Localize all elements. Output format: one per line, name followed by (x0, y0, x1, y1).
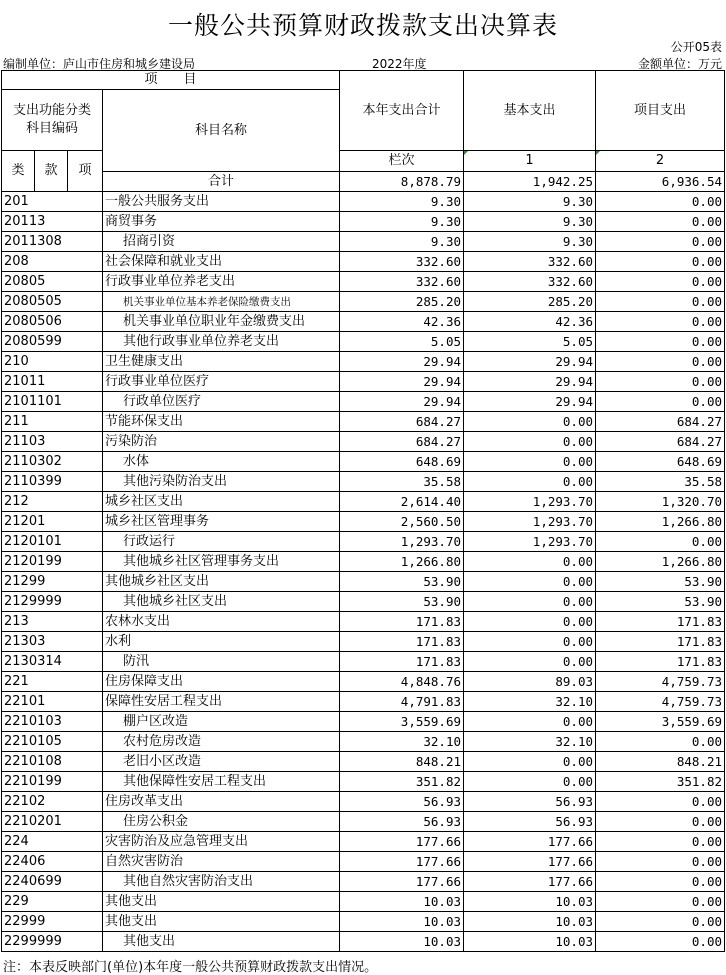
row-name: 灾害防治及应急管理支出 (103, 832, 340, 852)
row-code: 201 (2, 192, 103, 212)
fiscal-year: 2022年度 (372, 57, 427, 71)
row-code: 213 (2, 612, 103, 632)
row-basic: 9.30 (464, 192, 596, 212)
row-name: 农林水支出 (103, 612, 340, 632)
row-project: 1,266.80 (596, 552, 725, 572)
row-name: 其他城乡社区支出 (103, 592, 340, 612)
page-title: 一般公共预算财政拨款支出决算表 (167, 11, 558, 40)
table-row (2, 632, 725, 652)
row-project: 684.27 (596, 432, 725, 452)
row-code: 221 (2, 672, 103, 692)
row-code: 210 (2, 352, 103, 372)
row-total: 29.94 (340, 392, 464, 412)
row-name: 住房改革支出 (103, 792, 340, 812)
table-row (2, 252, 725, 272)
row-basic: 29.94 (464, 392, 596, 412)
row-total: 9.30 (340, 232, 464, 252)
row-code: 2299999 (2, 932, 103, 952)
row-basic: 0.00 (464, 712, 596, 732)
table-row (2, 192, 725, 212)
row-name: 节能环保支出 (103, 412, 340, 432)
row-code: 229 (2, 892, 103, 912)
row-project: 0.00 (596, 892, 725, 912)
row-code: 22406 (2, 852, 103, 872)
table-row (2, 572, 725, 592)
row-basic: 10.03 (464, 912, 596, 932)
row-project: 0.00 (596, 392, 725, 412)
row-code: 2110302 (2, 452, 103, 472)
row-basic: 42.36 (464, 312, 596, 332)
row-project: 0.00 (596, 232, 725, 252)
row-name: 社会保障和就业支出 (103, 252, 340, 272)
row-name: 水体 (103, 452, 340, 472)
row-name: 机关事业单位职业年金缴费支出 (103, 312, 340, 332)
row-total: 848.21 (340, 752, 464, 772)
row-basic: 5.05 (464, 332, 596, 352)
row-name: 其他支出 (103, 892, 340, 912)
row-code: 20805 (2, 272, 103, 292)
row-code: 2210201 (2, 812, 103, 832)
row-basic: 0.00 (464, 632, 596, 652)
row-basic: 1,293.70 (464, 532, 596, 552)
row-total: 10.03 (340, 892, 464, 912)
row-basic: 0.00 (464, 412, 596, 432)
table-row (2, 392, 725, 412)
row-total: 42.36 (340, 312, 464, 332)
header-lanci: 栏次 (340, 151, 464, 172)
table-row (2, 272, 725, 292)
row-code: 2210108 (2, 752, 103, 772)
row-basic: 29.94 (464, 352, 596, 372)
row-name: 行政事业单位医疗 (103, 372, 340, 392)
header-col1: 1 (464, 151, 596, 172)
row-code: 211 (2, 412, 103, 432)
row-total: 5.05 (340, 332, 464, 352)
row-name: 污染防治 (103, 432, 340, 452)
row-total: 332.60 (340, 252, 464, 272)
row-name: 行政事业单位养老支出 (103, 272, 340, 292)
row-basic: 10.03 (464, 892, 596, 912)
row-basic: 1,293.70 (464, 512, 596, 532)
row-name: 其他城乡社区管理事务支出 (103, 552, 340, 572)
row-code: 224 (2, 832, 103, 852)
row-basic: 0.00 (464, 472, 596, 492)
table-row (2, 512, 725, 532)
row-project: 1,266.80 (596, 512, 725, 532)
row-basic: 56.93 (464, 792, 596, 812)
row-name: 其他自然灾害防治支出 (103, 872, 340, 892)
row-basic: 177.66 (464, 852, 596, 872)
row-code: 2120101 (2, 532, 103, 552)
table-row (2, 672, 725, 692)
row-code: 2129999 (2, 592, 103, 612)
row-total: 3,559.69 (340, 712, 464, 732)
row-code: 21103 (2, 432, 103, 452)
row-project: 0.00 (596, 532, 725, 552)
row-basic: 0.00 (464, 452, 596, 472)
row-total: 56.93 (340, 792, 464, 812)
row-code: 2101101 (2, 392, 103, 412)
table-row (2, 832, 725, 852)
row-project: 53.90 (596, 592, 725, 612)
table-row (2, 492, 725, 512)
row-basic: 32.10 (464, 692, 596, 712)
table-row (2, 552, 725, 572)
row-name: 招商引资 (103, 232, 340, 252)
row-code: 21303 (2, 632, 103, 652)
row-total: 332.60 (340, 272, 464, 292)
row-total: 177.66 (340, 872, 464, 892)
row-total: 177.66 (340, 832, 464, 852)
row-project: 35.58 (596, 472, 725, 492)
row-basic: 1,293.70 (464, 492, 596, 512)
row-name: 农村危房改造 (103, 732, 340, 752)
table-row (2, 352, 725, 372)
row-name: 其他城乡社区支出 (103, 572, 340, 592)
header-xiang: 项 (68, 151, 103, 192)
row-project: 0.00 (596, 292, 725, 312)
table-row (2, 332, 725, 352)
row-total: 684.27 (340, 432, 464, 452)
table-row (2, 812, 725, 832)
row-total: 53.90 (340, 572, 464, 592)
row-code: 21011 (2, 372, 103, 392)
table-row (2, 372, 725, 392)
total-row (2, 172, 725, 192)
row-project: 0.00 (596, 812, 725, 832)
row-name: 城乡社区支出 (103, 492, 340, 512)
table-row (2, 292, 725, 312)
row-name: 其他污染防治支出 (103, 472, 340, 492)
row-total: 171.83 (340, 652, 464, 672)
row-total: 648.69 (340, 452, 464, 472)
table-row (2, 712, 725, 732)
row-project: 0.00 (596, 792, 725, 812)
table-row (2, 872, 725, 892)
table-row (2, 692, 725, 712)
row-project: 0.00 (596, 352, 725, 372)
row-total: 56.93 (340, 812, 464, 832)
row-basic: 0.00 (464, 572, 596, 592)
row-name: 自然灾害防治 (103, 852, 340, 872)
row-basic: 177.66 (464, 832, 596, 852)
row-project: 4,759.73 (596, 692, 725, 712)
row-basic: 89.03 (464, 672, 596, 692)
table-row (2, 732, 725, 752)
row-total: 32.10 (340, 732, 464, 752)
row-basic: 0.00 (464, 612, 596, 632)
row-name: 其他支出 (103, 932, 340, 952)
row-name: 住房公积金 (103, 812, 340, 832)
row-code: 2080506 (2, 312, 103, 332)
row-project: 0.00 (596, 212, 725, 232)
header-basic-col: 基本支出 (464, 71, 596, 151)
row-project: 0.00 (596, 872, 725, 892)
table-row (2, 852, 725, 872)
row-code: 2210103 (2, 712, 103, 732)
table-row (2, 752, 725, 772)
row-code: 2110399 (2, 472, 103, 492)
table-row (2, 792, 725, 812)
row-total: 4,791.83 (340, 692, 464, 712)
table-row (2, 932, 725, 952)
table-row (2, 912, 725, 932)
row-project: 0.00 (596, 192, 725, 212)
row-name: 老旧小区改造 (103, 752, 340, 772)
row-code: 2240699 (2, 872, 103, 892)
row-name: 其他行政事业单位养老支出 (103, 332, 340, 352)
row-code: 22999 (2, 912, 103, 932)
table-row (2, 612, 725, 632)
row-basic: 332.60 (464, 272, 596, 292)
row-basic: 10.03 (464, 932, 596, 952)
row-name: 行政单位医疗 (103, 392, 340, 412)
row-basic: 29.94 (464, 372, 596, 392)
row-name: 行政运行 (103, 532, 340, 552)
row-project: 0.00 (596, 852, 725, 872)
row-total: 2,560.50 (340, 512, 464, 532)
row-project: 4,759.73 (596, 672, 725, 692)
table-row (2, 652, 725, 672)
row-name: 住房保障支出 (103, 672, 340, 692)
table-row (2, 312, 725, 332)
row-name: 水利 (103, 632, 340, 652)
row-basic: 0.00 (464, 592, 596, 612)
header-item: 项 目 (2, 71, 340, 90)
row-code: 21201 (2, 512, 103, 532)
row-name: 防汛 (103, 652, 340, 672)
row-basic: 9.30 (464, 232, 596, 252)
table-row (2, 532, 725, 552)
row-project: 351.82 (596, 772, 725, 792)
row-total: 2,614.40 (340, 492, 464, 512)
row-basic: 332.60 (464, 252, 596, 272)
row-project: 0.00 (596, 932, 725, 952)
row-project: 53.90 (596, 572, 725, 592)
row-total: 29.94 (340, 372, 464, 392)
row-basic: 56.93 (464, 812, 596, 832)
row-code: 2080599 (2, 332, 103, 352)
row-project: 684.27 (596, 412, 725, 432)
row-project: 0.00 (596, 272, 725, 292)
row-code: 212 (2, 492, 103, 512)
header-project-col: 项目支出 (596, 71, 725, 151)
row-total: 35.58 (340, 472, 464, 492)
row-total: 9.30 (340, 192, 464, 212)
row-total: 684.27 (340, 412, 464, 432)
row-total: 9.30 (340, 212, 464, 232)
row-project: 0.00 (596, 912, 725, 932)
row-name: 保障性安居工程支出 (103, 692, 340, 712)
row-basic: 0.00 (464, 752, 596, 772)
row-project: 0.00 (596, 252, 725, 272)
row-basic: 0.00 (464, 432, 596, 452)
compiling-unit: 编制单位：庐山市住房和城乡建设局 (3, 57, 196, 71)
row-total: 1,266.80 (340, 552, 464, 572)
currency-unit: 金额单位：万元 (637, 57, 722, 71)
row-code: 20113 (2, 212, 103, 232)
table-row (2, 212, 725, 232)
row-total: 29.94 (340, 352, 464, 372)
total-basic: 1,942.25 (464, 172, 596, 192)
table-row (2, 432, 725, 452)
row-total: 10.03 (340, 932, 464, 952)
row-project: 0.00 (596, 372, 725, 392)
row-total: 1,293.70 (340, 532, 464, 552)
row-project: 171.83 (596, 632, 725, 652)
row-project: 3,559.69 (596, 712, 725, 732)
row-code: 2011308 (2, 232, 103, 252)
footnote: 注：本表反映部门(单位)本年度一般公共预算财政拨款支出情况。 (3, 960, 378, 975)
row-basic: 0.00 (464, 772, 596, 792)
table-row (2, 592, 725, 612)
row-basic: 177.66 (464, 872, 596, 892)
expenditure-table (1, 70, 725, 952)
meta-line (0, 55, 726, 70)
table-row (2, 232, 725, 252)
row-name: 一般公共服务支出 (103, 192, 340, 212)
row-name: 其他保障性安居工程支出 (103, 772, 340, 792)
row-code: 2130314 (2, 652, 103, 672)
table-row (2, 772, 725, 792)
header-total-col: 本年支出合计 (340, 71, 464, 151)
row-code: 2210199 (2, 772, 103, 792)
row-project: 1,320.70 (596, 492, 725, 512)
row-name: 城乡社区管理事务 (103, 512, 340, 532)
row-code: 2210105 (2, 732, 103, 752)
form-number: 公开05表 (670, 40, 722, 54)
row-total: 177.66 (340, 852, 464, 872)
header-func-code: 支出功能分类 科目编码 (2, 90, 103, 151)
header-lei: 类 (2, 151, 35, 192)
row-code: 21299 (2, 572, 103, 592)
header-col2: 2 (596, 151, 725, 172)
row-basic: 9.30 (464, 212, 596, 232)
row-basic: 32.10 (464, 732, 596, 752)
total-total: 8,878.79 (340, 172, 464, 192)
row-project: 848.21 (596, 752, 725, 772)
row-name: 卫生健康支出 (103, 352, 340, 372)
row-project: 0.00 (596, 332, 725, 352)
row-project: 171.83 (596, 652, 725, 672)
table-row (2, 472, 725, 492)
row-basic: 285.20 (464, 292, 596, 312)
row-basic: 0.00 (464, 652, 596, 672)
row-code: 2120199 (2, 552, 103, 572)
row-name: 其他支出 (103, 912, 340, 932)
row-name: 商贸事务 (103, 212, 340, 232)
row-project: 171.83 (596, 612, 725, 632)
row-basic: 0.00 (464, 552, 596, 572)
row-total: 4,848.76 (340, 672, 464, 692)
row-total: 351.82 (340, 772, 464, 792)
row-code: 2080505 (2, 292, 103, 312)
total-project: 6,936.54 (596, 172, 725, 192)
row-total: 171.83 (340, 612, 464, 632)
row-project: 0.00 (596, 732, 725, 752)
row-total: 171.83 (340, 632, 464, 652)
row-total: 53.90 (340, 592, 464, 612)
row-name: 机关事业单位基本养老保险缴费支出 (103, 292, 340, 312)
row-project: 0.00 (596, 832, 725, 852)
row-project: 0.00 (596, 312, 725, 332)
row-code: 22101 (2, 692, 103, 712)
table-row (2, 892, 725, 912)
table-row (2, 452, 725, 472)
row-code: 22102 (2, 792, 103, 812)
row-project: 648.69 (596, 452, 725, 472)
table-row (2, 412, 725, 432)
total-label: 合计 (103, 172, 340, 192)
row-code: 208 (2, 252, 103, 272)
row-total: 285.20 (340, 292, 464, 312)
row-total: 10.03 (340, 912, 464, 932)
row-name: 棚户区改造 (103, 712, 340, 732)
header-subject-name: 科目名称 (103, 90, 340, 172)
header-kuan: 款 (35, 151, 68, 192)
